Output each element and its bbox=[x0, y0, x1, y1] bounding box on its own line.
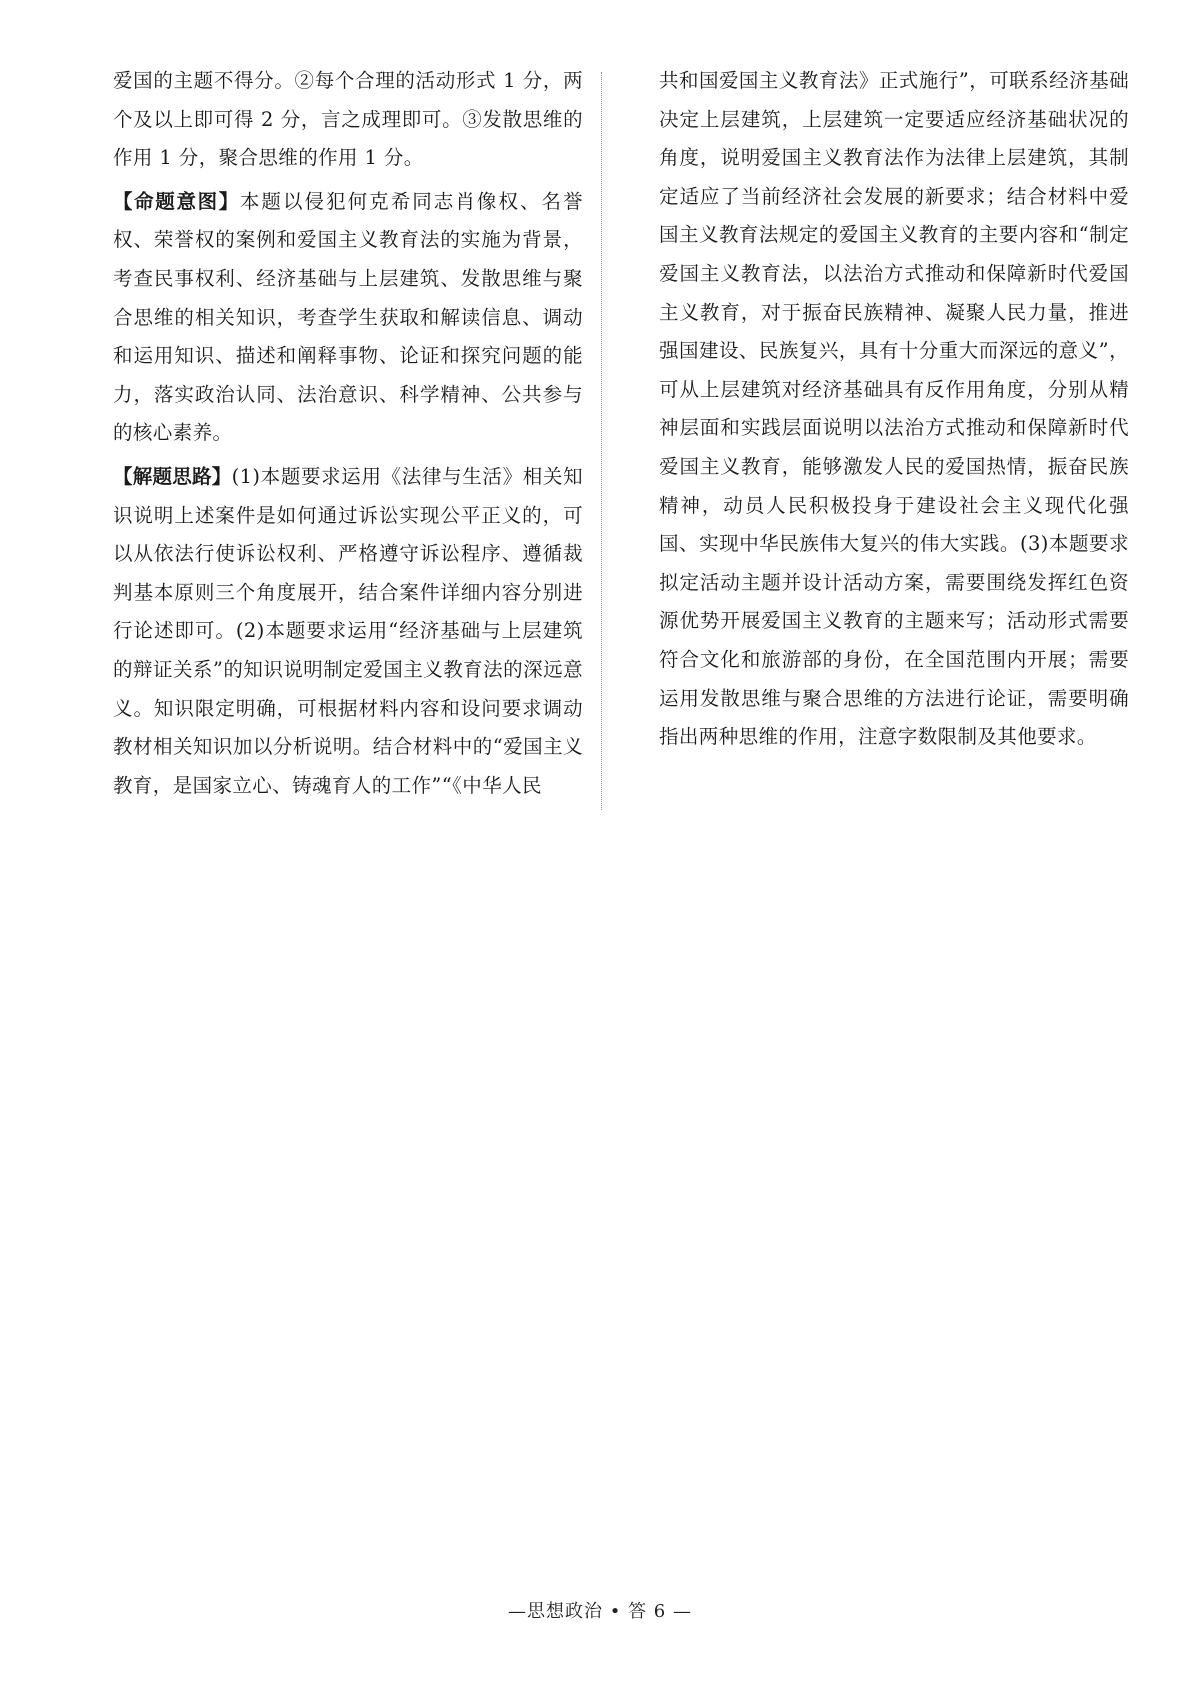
left-column bbox=[113, 62, 583, 805]
intent-text: 本题以侵犯何克希同志肖像权、名誉权、荣誉权的案例和爱国主义教育法的实施为背景，考查民事权利、经济基础与上层建筑、发散思维与聚合思维的相关知识，考查学生获取和解读信息、调动和运用知识、描述和阐释事物、论证和探究问题的能力，落实政治认同、法治意识、科学精神、公共参与的核心素养。 bbox=[113, 189, 583, 445]
scoring-note-text: 爱国的主题不得分。②每个合理的活动形式 1 分，两个及以上即可得 2 分，言之成理即可。③发散思维的作用 1 分，聚合思维的作用 1 分。 bbox=[113, 69, 583, 170]
page-footer: —思想政治 • 答 6 — bbox=[508, 1601, 692, 1622]
column-divider bbox=[601, 72, 602, 810]
solution-continued-paragraph bbox=[659, 62, 1129, 757]
intent-tag: 【命题意图】 bbox=[113, 189, 240, 213]
scoring-note-paragraph bbox=[113, 62, 583, 178]
solution-text: (1)本题要求运用《法律与生活》相关知识说明上述案件是如何通过诉讼实现公平正义的，可以从依法行使诉讼权利、严格遵守诉讼程序、遵循裁判基本原则三个角度展开，结合案件详细内容分别进行论述即可。(2)本题要求运用“经济基础与上层建筑的辩证关系”的知识说明制定爱国主义教育法的深远意义。知识限定明确，可根据材料内容和设问要求调动教材相关知识加以分析说明。结合材料中的“爱国主义教育，是国家立心、铸魂育人的工作”“《中华人民 bbox=[113, 464, 583, 797]
solution-paragraph bbox=[113, 458, 583, 805]
solution-continued-text: 共和国爱国主义教育法》正式施行”，可联系经济基础决定上层建筑，上层建筑一定要适应经济基础状况的角度，说明爱国主义教育法作为法律上层建筑，其制定适应了当前经济社会发展的新要求；结合材料中爱国主义教育法规定的爱国主义教育的主要内容和“制定爱国主义教育法，以法治方式推动和保障新时代爱国主义教育，对于振奋民族精神、凝聚人民力量，推进强国建设、民族复兴，具有十分重大而深远的意义”，可从上层建筑对经济基础具有反作用角度，分别从精神层面和实践层面说明以法治方式推动和保障新时代爱国主义教育，能够激发人民的爱国热情，振奋民族精神，动员人民积极投身于建设社会主义现代化强国、实现中华民族伟大复兴的伟大实践。(3)本题要求拟定活动主题并设计活动方案，需要围绕发挥红色资源优势开展爱国主义教育的主题来写；活动形式需要符合文化和旅游部的身份，在全国范围内开展；需要运用发散思维与聚合思维的方法进行论证，需要明确指出两种思维的作用，注意字数限制及其他要求。 bbox=[659, 69, 1129, 749]
intent-paragraph bbox=[113, 183, 583, 453]
solution-tag: 【解题思路】 bbox=[113, 464, 232, 488]
right-column bbox=[659, 62, 1129, 757]
